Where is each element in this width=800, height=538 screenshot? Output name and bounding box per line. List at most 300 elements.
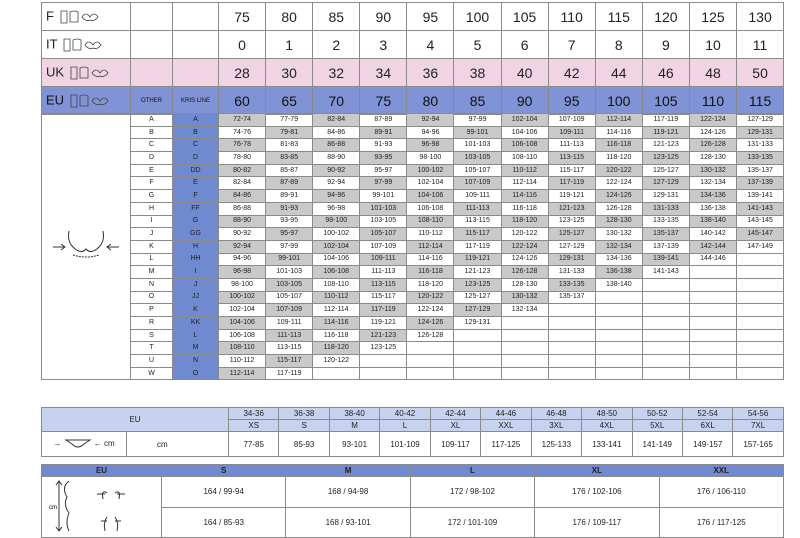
size-header: S: [162, 465, 286, 477]
size-value: 5: [454, 31, 501, 59]
body-cell: 176 / 117-125: [659, 507, 783, 538]
bust-range-cell: 118-120: [407, 278, 454, 291]
size-value: 48: [689, 59, 736, 87]
bust-range-cell: 100-102: [219, 291, 266, 304]
bust-range-cell: 111-113: [266, 329, 313, 342]
other-cup: S: [131, 329, 173, 342]
underbust-figure-cell: [42, 114, 131, 380]
bust-range-cell: 112-114: [219, 367, 266, 380]
bust-range-cell: 125-127: [642, 164, 689, 177]
bust-range-cell: 130-132: [501, 291, 548, 304]
hip-cm-cell: 109-117: [430, 432, 480, 457]
bust-range-cell: [689, 342, 736, 355]
bust-range-cell: [454, 342, 501, 355]
bust-range-cell: 98-100: [407, 152, 454, 165]
bust-range-cell: [737, 253, 784, 266]
bust-range-cell: 147-149: [737, 240, 784, 253]
krisline-cup: F: [173, 190, 219, 203]
size-value: 42: [548, 59, 595, 87]
other-cup: D: [131, 152, 173, 165]
hip-cm-cell: 149-157: [682, 432, 732, 457]
bust-range-cell: 119-121: [548, 190, 595, 203]
hip-cm-cell: 93-101: [329, 432, 379, 457]
size-value: 75: [360, 87, 407, 115]
size-value: 125: [689, 3, 736, 31]
krisline-cup: K: [173, 304, 219, 317]
size-value: 85: [454, 87, 501, 115]
body-cell: 176 / 109-117: [535, 507, 659, 538]
bust-range-cell: 139-141: [737, 190, 784, 203]
blank-cell: [173, 59, 219, 87]
bust-range-cell: 106-108: [501, 139, 548, 152]
bust-range-cell: 128-130: [501, 278, 548, 291]
bust-range-cell: 120-122: [501, 228, 548, 241]
bust-range-cell: 118-120: [501, 215, 548, 228]
bust-range-cell: 109-111: [454, 190, 501, 203]
size-value: 34: [360, 59, 407, 87]
size-value: 46: [642, 59, 689, 87]
cup-row: [42, 253, 784, 266]
blank-cell: [173, 31, 219, 59]
bust-range-cell: 102-104: [407, 177, 454, 190]
panties-cm-label-2: cm: [127, 432, 229, 457]
letter-size-cell: 5XL: [632, 420, 682, 432]
krisline-cup: N: [173, 355, 219, 368]
bust-range-cell: [642, 317, 689, 330]
cup-row: [42, 329, 784, 342]
bust-range-cell: 113-115: [360, 278, 407, 291]
bust-range-cell: [407, 367, 454, 380]
bust-range-cell: 88-90: [313, 152, 360, 165]
bust-range-cell: 133-135: [642, 215, 689, 228]
letter-size-cell: M: [329, 420, 379, 432]
bust-range-cell: 126-128: [407, 329, 454, 342]
bust-range-cell: 125-127: [548, 228, 595, 241]
bust-range-cell: [548, 304, 595, 317]
eu-range-cell: 34-36: [229, 408, 279, 420]
other-cup: O: [131, 291, 173, 304]
bust-range-cell: 106-108: [313, 266, 360, 279]
bust-range-cell: 104-106: [219, 317, 266, 330]
hip-cm-cell: 133-141: [582, 432, 632, 457]
bust-range-cell: [454, 355, 501, 368]
size-value: 30: [266, 59, 313, 87]
bust-range-cell: 119-121: [454, 253, 501, 266]
bust-range-cell: 100-102: [313, 228, 360, 241]
bust-range-cell: 81-83: [266, 139, 313, 152]
bust-range-cell: 139-141: [642, 253, 689, 266]
krisline-cup: FF: [173, 202, 219, 215]
cup-size-grid: [41, 113, 784, 380]
body-cell: 168 / 94-98: [286, 477, 410, 508]
bust-range-cell: 114-116: [407, 253, 454, 266]
other-cup: E: [131, 164, 173, 177]
letter-size-cell: L: [380, 420, 430, 432]
other-cup: U: [131, 355, 173, 368]
bust-range-cell: 124-126: [407, 317, 454, 330]
bust-range-cell: 132-134: [689, 177, 736, 190]
cup-row: [42, 240, 784, 253]
size-row-label: [42, 59, 131, 87]
size-value: 11: [737, 31, 784, 59]
size-value: 50: [737, 59, 784, 87]
bust-range-cell: 122-124: [407, 304, 454, 317]
other-cup: R: [131, 317, 173, 330]
size-value: 38: [454, 59, 501, 87]
size-value: 130: [737, 3, 784, 31]
bust-range-cell: 122-124: [689, 114, 736, 127]
bust-range-cell: 134-136: [689, 190, 736, 203]
bust-range-cell: 80-82: [219, 164, 266, 177]
bust-range-cell: [689, 291, 736, 304]
bust-range-cell: 115-117: [266, 355, 313, 368]
body-silhouette-icon: [47, 477, 157, 535]
body-cell: 168 / 93-101: [286, 507, 410, 538]
bust-range-cell: [595, 304, 642, 317]
bust-range-cell: 114-116: [501, 190, 548, 203]
bust-range-cell: [313, 367, 360, 380]
eu-range-cell: 36-38: [279, 408, 329, 420]
hip-cm-cell: 117-125: [481, 432, 531, 457]
bust-range-cell: 125-127: [454, 291, 501, 304]
bust-range-cell: 124-126: [689, 126, 736, 139]
bust-range-cell: 120-122: [595, 164, 642, 177]
size-value: 110: [548, 3, 595, 31]
bust-range-cell: 89-91: [266, 190, 313, 203]
cup-row: [42, 164, 784, 177]
letter-size-cell: 7XL: [733, 420, 783, 432]
panties-size-table: [41, 407, 784, 457]
bust-range-cell: 103-105: [266, 278, 313, 291]
hip-cm-cell: 141-149: [632, 432, 682, 457]
bust-range-cell: [501, 342, 548, 355]
bust-range-cell: 99-101: [266, 253, 313, 266]
bust-range-cell: 135-137: [548, 291, 595, 304]
bust-range-cell: 102-104: [313, 240, 360, 253]
bust-range-cell: 103-105: [454, 152, 501, 165]
bust-range-cell: [642, 367, 689, 380]
bust-range-cell: 115-117: [548, 164, 595, 177]
bust-range-cell: 122-124: [501, 240, 548, 253]
bust-range-cell: 83-85: [266, 152, 313, 165]
bust-range-cell: 136-138: [689, 202, 736, 215]
bust-range-cell: 135-137: [737, 164, 784, 177]
bust-range-cell: [642, 329, 689, 342]
other-cup: J: [131, 228, 173, 241]
bust-range-cell: 92-94: [407, 114, 454, 127]
size-value: 120: [642, 3, 689, 31]
size-value: 44: [595, 59, 642, 87]
krisline-cup: HH: [173, 253, 219, 266]
bust-range-cell: 97-99: [454, 114, 501, 127]
krisline-cup: D: [173, 152, 219, 165]
bust-range-cell: 105-107: [454, 164, 501, 177]
size-value: 95: [407, 3, 454, 31]
bust-range-cell: [595, 291, 642, 304]
bust-range-cell: 135-137: [642, 228, 689, 241]
bust-range-cell: [737, 367, 784, 380]
bust-range-cell: 141-143: [737, 202, 784, 215]
bust-range-cell: 118-120: [595, 152, 642, 165]
bust-range-cell: 141-143: [642, 266, 689, 279]
size-value: 75: [219, 3, 266, 31]
bust-range-cell: 114-116: [313, 317, 360, 330]
size-value: 105: [642, 87, 689, 115]
bust-range-cell: [595, 367, 642, 380]
other-header: OTHER: [131, 87, 173, 115]
bust-range-cell: 101-103: [454, 139, 501, 152]
panties-eu-label: EU: [42, 408, 229, 432]
bust-range-cell: [548, 317, 595, 330]
bust-range-cell: 86-88: [219, 202, 266, 215]
krisline-cup: J: [173, 278, 219, 291]
bust-range-cell: [689, 317, 736, 330]
blank-cell: [173, 3, 219, 31]
bust-range-cell: 93-95: [360, 152, 407, 165]
bust-range-cell: 104-106: [407, 190, 454, 203]
bust-range-cell: 78-80: [219, 152, 266, 165]
bust-range-cell: [501, 329, 548, 342]
bust-range-cell: 127-129: [548, 240, 595, 253]
bust-range-cell: [548, 367, 595, 380]
bust-range-cell: 92-94: [313, 177, 360, 190]
bust-range-cell: 116-118: [595, 139, 642, 152]
letter-size-cell: XL: [430, 420, 480, 432]
bust-range-cell: 123-125: [360, 342, 407, 355]
size-value: 3: [360, 31, 407, 59]
bust-range-cell: 126-128: [595, 202, 642, 215]
bust-range-cell: [737, 317, 784, 330]
bust-range-cell: 95-97: [266, 228, 313, 241]
bust-range-cell: 91-93: [266, 202, 313, 215]
bust-range-cell: 76-78: [219, 139, 266, 152]
bust-range-cell: [737, 329, 784, 342]
size-value: 70: [313, 87, 360, 115]
krisline-cup: B: [173, 126, 219, 139]
bust-range-cell: 96-98: [407, 139, 454, 152]
other-cup: C: [131, 139, 173, 152]
bust-range-cell: 98-100: [219, 278, 266, 291]
bust-range-cell: 104-106: [313, 253, 360, 266]
bust-range-cell: 114-116: [595, 126, 642, 139]
krisline-cup: KK: [173, 317, 219, 330]
body-cell: 164 / 99-94: [162, 477, 286, 508]
bust-range-cell: 131-133: [642, 202, 689, 215]
bust-range-cell: 87-89: [266, 177, 313, 190]
bust-range-cell: 109-111: [548, 126, 595, 139]
other-cup: K: [131, 240, 173, 253]
bust-range-cell: 138-140: [689, 215, 736, 228]
bust-range-cell: 110-112: [501, 164, 548, 177]
cup-row: [42, 152, 784, 165]
bust-range-cell: [642, 355, 689, 368]
size-row-label: [42, 31, 131, 59]
bust-range-cell: 72-74: [219, 114, 266, 127]
other-cup: P: [131, 304, 173, 317]
eu-range-cell: 48-50: [582, 408, 632, 420]
size-value: 80: [407, 87, 454, 115]
bust-range-cell: 99-101: [360, 190, 407, 203]
bust-range-cell: 140-142: [689, 228, 736, 241]
bust-range-cell: 120-122: [313, 355, 360, 368]
other-cup: W: [131, 367, 173, 380]
bust-range-cell: 86-88: [313, 139, 360, 152]
other-cup: F: [131, 177, 173, 190]
arrow-right-icon: →: [53, 439, 62, 449]
bust-range-cell: 94-96: [219, 253, 266, 266]
size-value: 100: [454, 3, 501, 31]
size-conversion-table: [41, 2, 784, 115]
letter-size-cell: XXL: [481, 420, 531, 432]
bust-range-cell: 100-102: [407, 164, 454, 177]
bust-range-cell: 108-110: [313, 278, 360, 291]
bust-range-cell: [548, 329, 595, 342]
bust-range-cell: 127-129: [642, 177, 689, 190]
cup-row: [42, 139, 784, 152]
size-value: 28: [219, 59, 266, 87]
bust-range-cell: 112-114: [313, 304, 360, 317]
bust-range-cell: 133-135: [548, 278, 595, 291]
size-value: 95: [548, 87, 595, 115]
size-header: XXL: [659, 465, 783, 477]
bust-range-cell: 131-133: [737, 139, 784, 152]
krisline-cup: I: [173, 266, 219, 279]
bust-range-cell: 110-112: [313, 291, 360, 304]
bust-range-cell: 90-92: [219, 228, 266, 241]
bust-range-cell: 110-112: [219, 355, 266, 368]
letter-size-cell: 6XL: [682, 420, 732, 432]
bust-range-cell: 91-93: [360, 139, 407, 152]
bust-range-cell: 97-99: [266, 240, 313, 253]
eu-range-cell: 54-56: [733, 408, 783, 420]
size-value: 65: [266, 87, 313, 115]
bust-range-cell: 137-139: [737, 177, 784, 190]
hip-cm-cell: 125-133: [531, 432, 581, 457]
bust-range-cell: [642, 278, 689, 291]
bust-range-cell: 96-98: [219, 266, 266, 279]
size-value: 0: [219, 31, 266, 59]
bust-range-cell: 94-96: [313, 190, 360, 203]
bust-range-cell: 74-76: [219, 126, 266, 139]
bust-range-cell: 99-101: [454, 126, 501, 139]
bust-range-cell: [737, 278, 784, 291]
bust-range-cell: 116-118: [313, 329, 360, 342]
eu-range-cell: 42-44: [430, 408, 480, 420]
bust-range-cell: 111-113: [454, 202, 501, 215]
cup-row: [42, 367, 784, 380]
bust-range-cell: [360, 355, 407, 368]
bust-range-cell: 121-123: [360, 329, 407, 342]
bust-range-cell: 107-109: [454, 177, 501, 190]
letter-size-cell: XS: [229, 420, 279, 432]
bust-range-cell: [454, 367, 501, 380]
bust-range-cell: 137-139: [642, 240, 689, 253]
bust-range-cell: 124-126: [501, 253, 548, 266]
eu-range-cell: 44-46: [481, 408, 531, 420]
bust-range-cell: [689, 278, 736, 291]
other-cup: I: [131, 215, 173, 228]
bust-range-cell: 106-108: [219, 329, 266, 342]
panties-icon-cell: [42, 432, 127, 457]
lingerie-icon: [68, 64, 112, 82]
size-value: 100: [595, 87, 642, 115]
krisline-cup: DD: [173, 164, 219, 177]
size-value: 105: [501, 3, 548, 31]
bust-range-cell: [595, 317, 642, 330]
bust-range-cell: 118-120: [313, 342, 360, 355]
bust-range-cell: 77-79: [266, 114, 313, 127]
bust-range-cell: 108-110: [407, 215, 454, 228]
bust-range-cell: 131-133: [548, 266, 595, 279]
bust-range-cell: 112-114: [595, 114, 642, 127]
bust-range-cell: 115-117: [360, 291, 407, 304]
krisline-cup: L: [173, 329, 219, 342]
size-value: 40: [501, 59, 548, 87]
bust-range-cell: [737, 291, 784, 304]
krisline-cup: O: [173, 367, 219, 380]
size-value: 85: [313, 3, 360, 31]
size-value: 80: [266, 3, 313, 31]
bust-range-cell: 119-121: [360, 317, 407, 330]
bust-range-cell: 119-121: [642, 126, 689, 139]
bust-range-cell: 145-147: [737, 228, 784, 241]
bust-range-cell: [689, 367, 736, 380]
eu-range-cell: 52-54: [682, 408, 732, 420]
size-row: [42, 31, 784, 59]
bust-range-cell: 129-131: [642, 190, 689, 203]
bust-range-cell: 127-129: [454, 304, 501, 317]
bust-range-cell: 108-110: [501, 152, 548, 165]
bust-range-cell: [595, 329, 642, 342]
size-value: 90: [360, 3, 407, 31]
bust-range-cell: [454, 329, 501, 342]
bust-range-cell: 103-105: [360, 215, 407, 228]
bust-range-cell: 82-84: [313, 114, 360, 127]
eu-range-cell: 38-40: [329, 408, 379, 420]
size-value: 90: [501, 87, 548, 115]
bust-range-cell: 121-123: [454, 266, 501, 279]
size-header: L: [410, 465, 534, 477]
bust-range-cell: 132-134: [595, 240, 642, 253]
bust-range-cell: 128-130: [595, 215, 642, 228]
bust-range-cell: [407, 355, 454, 368]
krisline-cup: GG: [173, 228, 219, 241]
hip-cm-cell: 85-93: [279, 432, 329, 457]
bust-range-cell: 123-125: [642, 152, 689, 165]
hip-cm-cell: 77-85: [229, 432, 279, 457]
bust-range-cell: 109-111: [266, 317, 313, 330]
bust-range-cell: 84-86: [219, 190, 266, 203]
bust-range-cell: 126-128: [501, 266, 548, 279]
lingerie-icon: [68, 92, 112, 110]
bust-range-cell: 112-114: [407, 240, 454, 253]
size-value: 36: [407, 59, 454, 87]
bust-range-cell: 127-129: [737, 114, 784, 127]
krisline-cup: M: [173, 342, 219, 355]
bust-range-cell: 121-123: [548, 202, 595, 215]
bust-range-cell: 112-114: [501, 177, 548, 190]
cup-row: [42, 317, 784, 330]
bust-range-cell: [501, 367, 548, 380]
bust-range-cell: 142-144: [689, 240, 736, 253]
body-cell: 172 / 98-102: [410, 477, 534, 508]
bust-range-cell: 129-131: [454, 317, 501, 330]
underbust-measure-icon: [51, 225, 121, 265]
bust-range-cell: 113-115: [454, 215, 501, 228]
bust-range-cell: 101-103: [266, 266, 313, 279]
size-value: 60: [219, 87, 266, 115]
bust-range-cell: 94-96: [407, 126, 454, 139]
